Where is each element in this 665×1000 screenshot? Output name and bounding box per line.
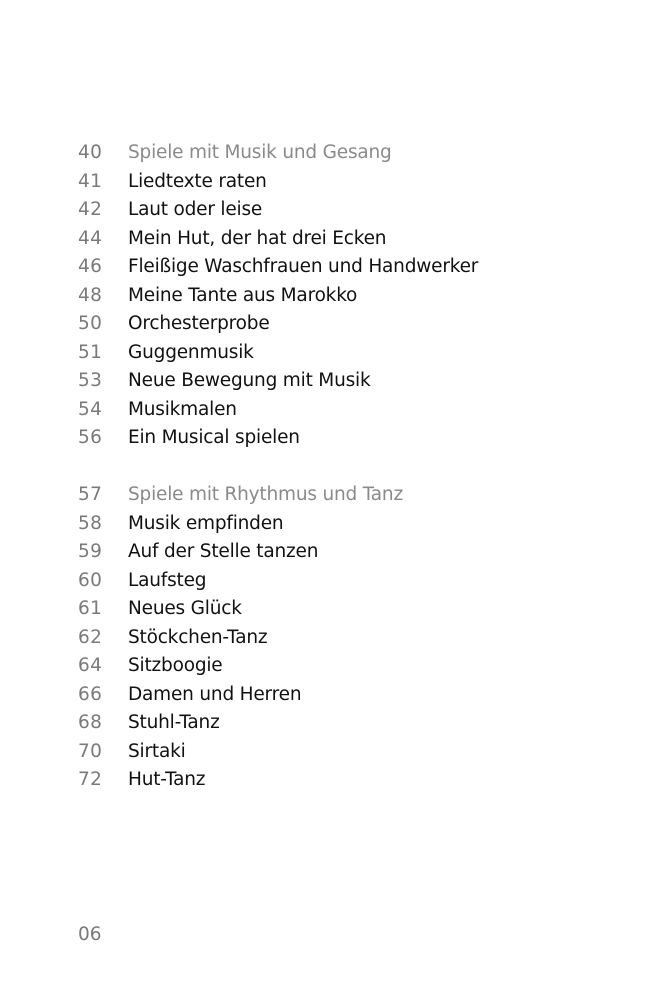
- entry-page-number: 40: [78, 142, 103, 163]
- toc-entry: [0, 253, 600, 281]
- entry-title: Fleißige Waschfrauen und Handwerker: [128, 256, 479, 277]
- toc-entry: [0, 624, 600, 652]
- entry-page-number: 41: [78, 171, 103, 192]
- entry-title: Sitzboogie: [128, 655, 223, 676]
- toc-entry: [0, 168, 600, 196]
- entry-title: Damen und Herren: [128, 684, 302, 705]
- page-number: 06: [78, 924, 102, 945]
- toc-entry: [0, 510, 600, 538]
- entry-page-number: 59: [78, 541, 103, 562]
- entry-page-number: 66: [78, 684, 103, 705]
- entry-title: Laut oder leise: [128, 199, 263, 220]
- toc-entry: [0, 766, 600, 794]
- entry-title: Sirtaki: [128, 741, 186, 762]
- entry-title: Orchesterprobe: [128, 313, 270, 334]
- entry-title: Musik empfinden: [128, 513, 284, 534]
- entry-page-number: 53: [78, 370, 103, 391]
- entry-title: Neue Bewegung mit Musik: [128, 370, 371, 391]
- section-heading: [0, 481, 600, 509]
- toc-entry: [0, 538, 600, 566]
- entry-title: Auf der Stelle tanzen: [128, 541, 319, 562]
- entry-page-number: 57: [78, 484, 103, 505]
- entry-page-number: 42: [78, 199, 103, 220]
- entry-page-number: 56: [78, 427, 103, 448]
- toc-entry: [0, 396, 600, 424]
- section-title: Spiele mit Musik und Gesang: [128, 142, 392, 163]
- entry-page-number: 60: [78, 570, 103, 591]
- entry-title: Liedtexte raten: [128, 171, 267, 192]
- entry-page-number: 44: [78, 228, 103, 249]
- toc-entry: [0, 310, 600, 338]
- section-heading: [0, 139, 600, 167]
- entry-page-number: 50: [78, 313, 103, 334]
- entry-page-number: 62: [78, 627, 103, 648]
- entry-page-number: 70: [78, 741, 103, 762]
- toc-entry: [0, 681, 600, 709]
- toc-entry: [0, 196, 600, 224]
- entry-title: Neues Glück: [128, 598, 242, 619]
- entry-title: Musikmalen: [128, 399, 237, 420]
- toc-entry: [0, 738, 600, 766]
- entry-page-number: 61: [78, 598, 103, 619]
- toc-entry: [0, 709, 600, 737]
- toc-entry: [0, 652, 600, 680]
- entry-title: Hut-Tanz: [128, 769, 206, 790]
- entry-page-number: 54: [78, 399, 103, 420]
- toc-entry: [0, 367, 600, 395]
- toc-entry: [0, 595, 600, 623]
- entry-title: Mein Hut, der hat drei Ecken: [128, 228, 387, 249]
- entry-page-number: 64: [78, 655, 103, 676]
- entry-page-number: 58: [78, 513, 103, 534]
- entry-title: Meine Tante aus Marokko: [128, 285, 358, 306]
- entry-title: Guggenmusik: [128, 342, 254, 363]
- entry-title: Ein Musical spielen: [128, 427, 300, 448]
- toc-entry: [0, 282, 600, 310]
- toc-entry: [0, 424, 600, 452]
- entry-title: Stuhl-Tanz: [128, 712, 220, 733]
- entry-page-number: 51: [78, 342, 103, 363]
- entry-page-number: 48: [78, 285, 103, 306]
- entry-page-number: 46: [78, 256, 103, 277]
- toc-entry: [0, 225, 600, 253]
- toc-entry: [0, 339, 600, 367]
- entry-title: Stöckchen-Tanz: [128, 627, 268, 648]
- toc-entry: [0, 567, 600, 595]
- entry-title: Laufsteg: [128, 570, 207, 591]
- entry-page-number: 68: [78, 712, 103, 733]
- entry-page-number: 72: [78, 769, 103, 790]
- section-title: Spiele mit Rhythmus und Tanz: [128, 484, 403, 505]
